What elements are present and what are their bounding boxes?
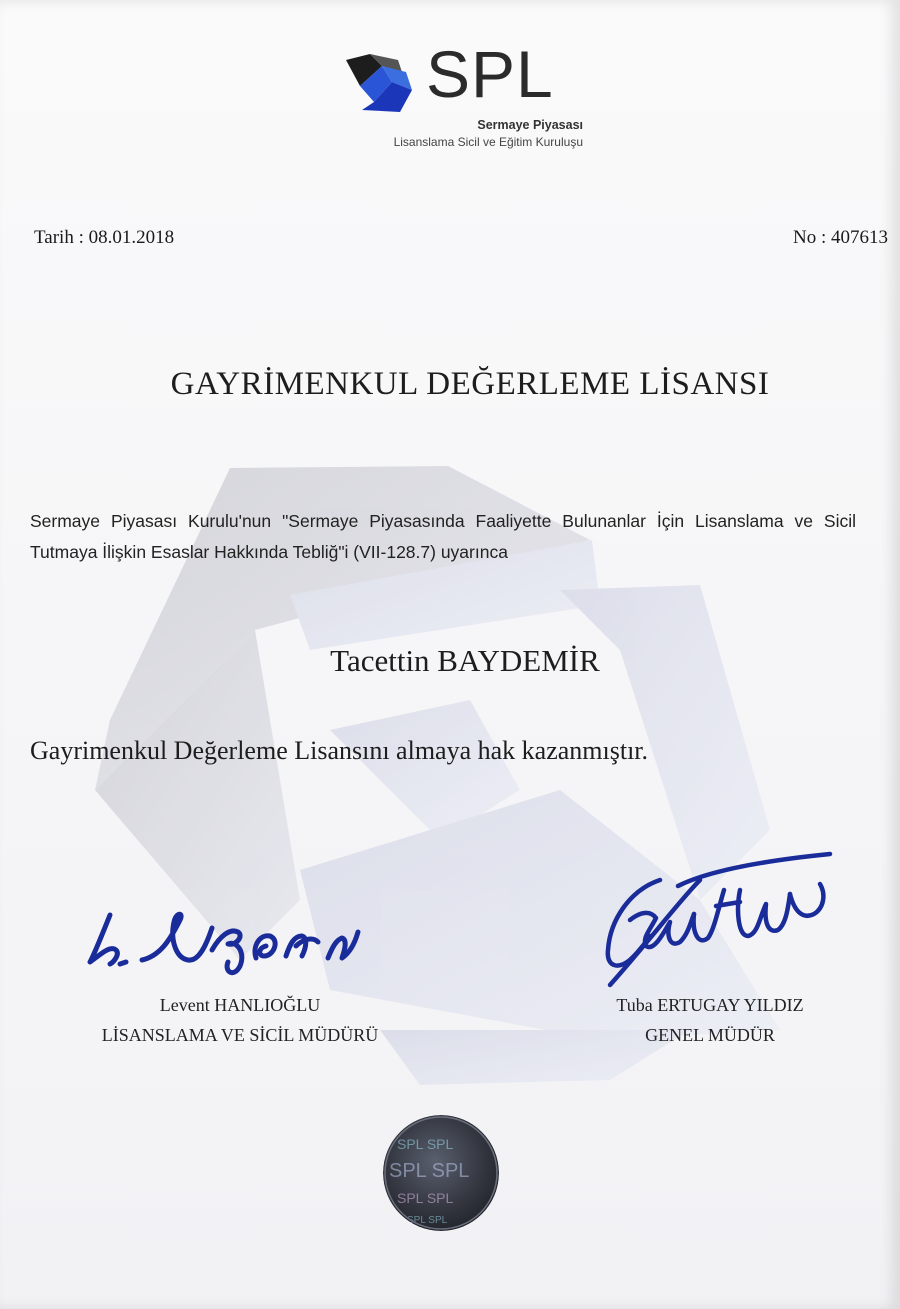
award-statement: Gayrimenkul Değerleme Lisansını almaya hak kazanmıştır. bbox=[30, 736, 649, 765]
hologram-seal bbox=[383, 1115, 499, 1231]
svg-text:SPL SPL: SPL SPL bbox=[389, 1160, 470, 1182]
certificate-number: No : 407613 bbox=[793, 227, 888, 248]
svg-text:SPL SPL: SPL SPL bbox=[397, 1190, 454, 1206]
svg-text:SPL SPL: SPL SPL bbox=[407, 1215, 448, 1226]
certificate-title: GAYRİMENKUL DEĞERLEME LİSANSI bbox=[170, 366, 770, 402]
signatory-1-title: LİSANSLAMA VE SİCİL MÜDÜRÜ bbox=[101, 1025, 379, 1045]
logo-subtitle-2: Lisanslama Sicil ve Eğitim Kuruluşu bbox=[393, 135, 583, 149]
signatory-1 bbox=[40, 990, 440, 1050]
svg-text:SPL SPL: SPL SPL bbox=[397, 1136, 454, 1152]
issue-date: Tarih : 08.01.2018 bbox=[34, 227, 175, 248]
logo-subtitle-1: Sermaye Piyasası bbox=[477, 118, 583, 132]
spl-logo bbox=[340, 37, 590, 157]
signature-2 bbox=[590, 850, 840, 990]
signatory-2-title: GENEL MÜDÜR bbox=[645, 1025, 775, 1045]
signatory-2 bbox=[510, 990, 900, 1050]
logo-text: SPL bbox=[426, 37, 554, 111]
signature-1 bbox=[80, 900, 380, 980]
spl-logo-mark-icon bbox=[340, 46, 420, 116]
legal-basis-paragraph: Sermaye Piyasası Kurulu'nun "Sermaye Piyasasında Faaliyette Bulunanlar İçin Lisanslama ve Sicil Tutmaya İlişkin Esaslar Hakkında Tebliğ"i (VII-128.7) uyarınca bbox=[30, 511, 856, 562]
signatory-1-name: Levent HANLIOĞLU bbox=[159, 995, 321, 1015]
signatory-2-name: Tuba ERTUGAY YILDIZ bbox=[616, 995, 804, 1015]
holder-name: Tacettin BAYDEMİR bbox=[330, 643, 600, 678]
